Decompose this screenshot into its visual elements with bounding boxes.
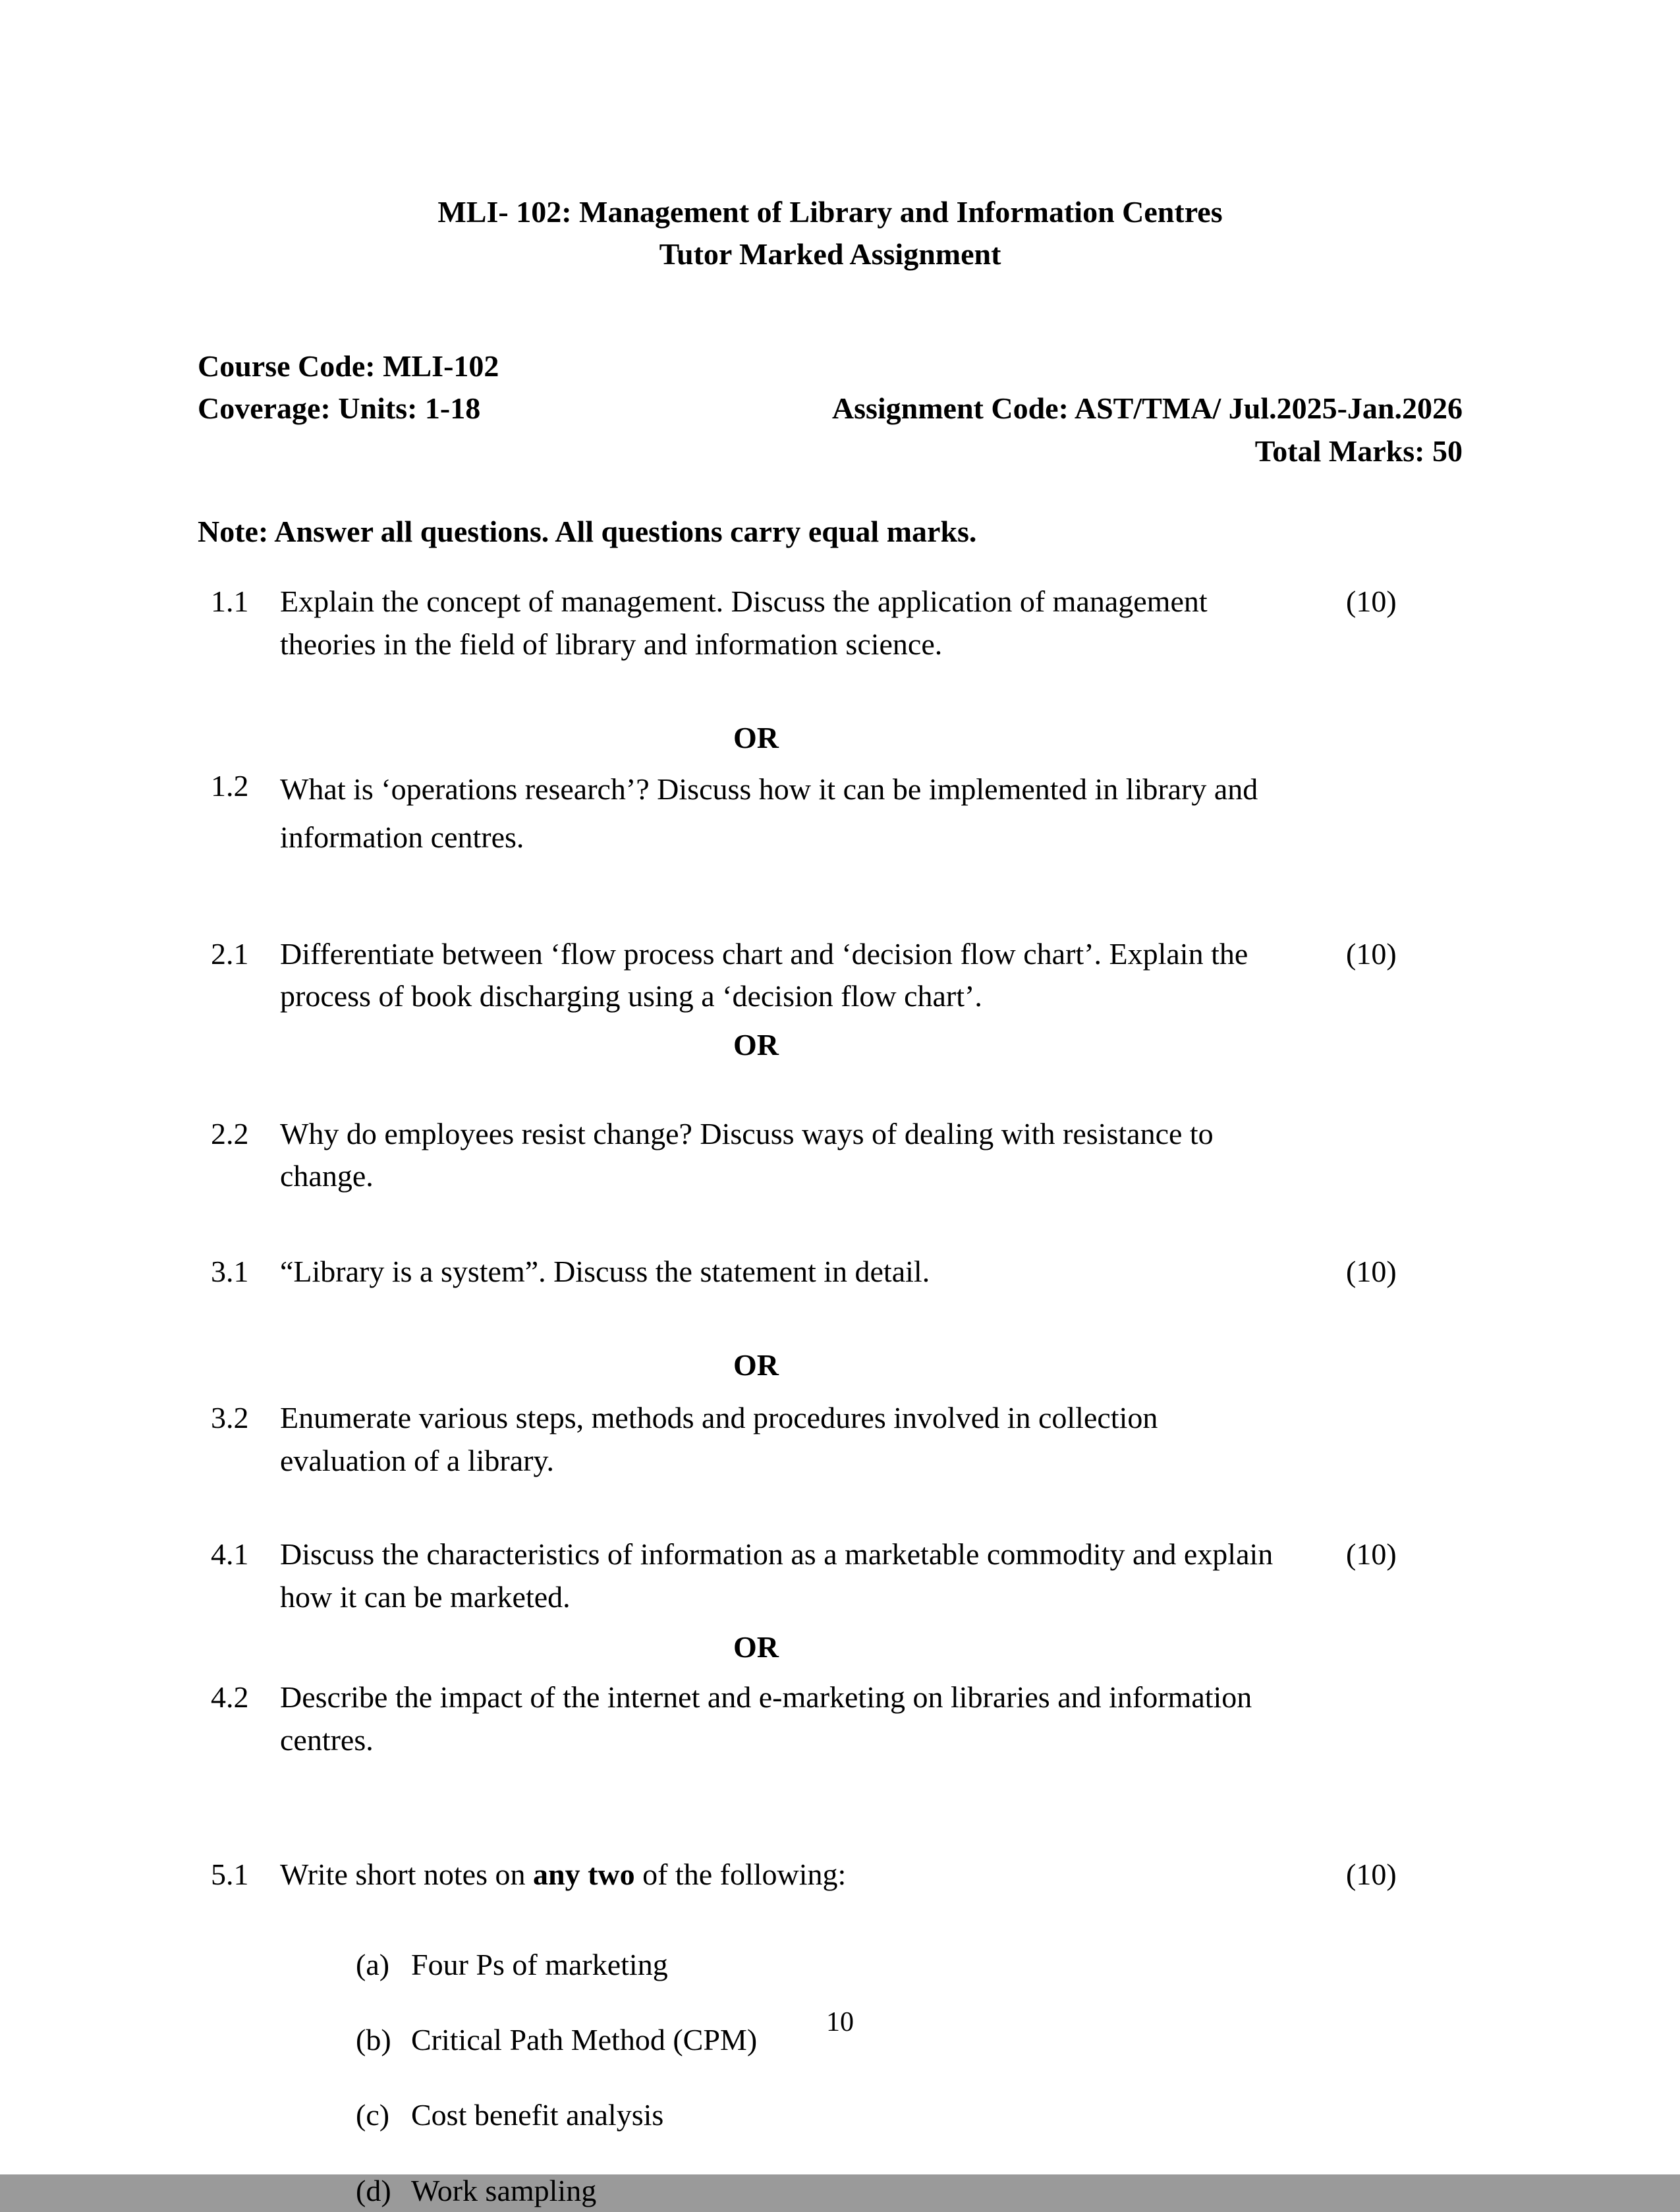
short-notes-list <box>356 1944 1463 2212</box>
question-marks: (10) <box>1346 1858 1397 1892</box>
question-row-4-1 <box>211 1533 1463 1618</box>
question-text: What is ‘operations research’? Discuss how it can be implemented in library and information centres. <box>280 772 1258 855</box>
question-row-5-1 <box>211 1854 1463 1896</box>
question-number: 5.1 <box>211 1858 249 1892</box>
question-marks: (10) <box>1346 584 1397 619</box>
page-number: 10 <box>826 2007 854 2037</box>
question-text: Explain the concept of management. Discuss the application of management theories in the field of library and information science. <box>280 584 1208 661</box>
question-row-1-2 <box>211 765 1463 862</box>
course-code: Course Code: MLI-102 <box>198 349 499 383</box>
question-marks: (10) <box>1346 936 1397 971</box>
or-separator: OR <box>733 1028 779 1062</box>
question-text: Describe the impact of the internet and e-marketing on libraries and information centres. <box>280 1680 1252 1757</box>
document-title: MLI- 102: Management of Library and Information Centres <box>437 195 1223 229</box>
list-item <box>356 2170 1463 2212</box>
question-number: 4.2 <box>211 1680 249 1715</box>
list-item-marker: (c) <box>356 2098 390 2132</box>
coverage-assignment-row <box>198 387 1463 430</box>
list-item-marker: (d) <box>356 2173 391 2207</box>
question-row-3-1 <box>211 1251 1463 1293</box>
question-marks: (10) <box>1346 1254 1397 1288</box>
question-number: 3.2 <box>211 1401 249 1435</box>
question-row-4-2 <box>211 1676 1463 1761</box>
question-text-emphasis: any two <box>532 1858 635 1892</box>
question-text-prefix: Write short notes on <box>280 1858 533 1892</box>
question-row-2-2 <box>211 1113 1463 1198</box>
assignment-code: Assignment Code: AST/TMA/ Jul.2025-Jan.2026 <box>831 391 1463 426</box>
document-header <box>198 191 1463 276</box>
question-number: 1.1 <box>211 584 249 619</box>
or-separator: OR <box>733 1348 779 1382</box>
list-item <box>356 2094 1463 2136</box>
question-text: Enumerate various steps, methods and procedures involved in collection evaluation of a library. <box>280 1401 1158 1477</box>
question-row-3-2 <box>211 1397 1463 1482</box>
list-item-text: Four Ps of marketing <box>411 1947 668 1981</box>
list-item-text: Cost benefit analysis <box>411 2098 664 2132</box>
question-text: Why do employees resist change? Discuss ways of dealing with resistance to change. <box>280 1116 1214 1193</box>
list-item-text: Work sampling <box>411 2173 597 2207</box>
or-separator: OR <box>733 1630 779 1664</box>
list-item-marker: (a) <box>356 1947 390 1981</box>
document-subtitle: Tutor Marked Assignment <box>659 237 1001 271</box>
question-number: 3.1 <box>211 1254 249 1288</box>
question-row-1-1 <box>211 581 1463 666</box>
or-separator: OR <box>733 721 779 755</box>
assignment-meta <box>198 345 1463 472</box>
list-item-marker: (b) <box>356 2022 391 2056</box>
question-number: 2.1 <box>211 936 249 971</box>
coverage: Coverage: Units: 1-18 <box>198 391 481 426</box>
note-line: Note: Answer all questions. All questions carry equal marks. <box>198 514 977 548</box>
question-text: “Library is a system”. Discuss the statement in detail. <box>280 1254 930 1288</box>
question-number: 1.2 <box>211 768 249 803</box>
question-text: Discuss the characteristics of information as a marketable commodity and explain how it can be marketed. <box>280 1537 1274 1614</box>
list-item-text: Critical Path Method (CPM) <box>411 2022 758 2056</box>
question-text: Differentiate between ‘flow process chart and ‘decision flow chart’. Explain the process of book discharging using a ‘decision flow chart’. <box>280 936 1248 1013</box>
question-marks: (10) <box>1346 1537 1397 1572</box>
question-number: 4.1 <box>211 1537 249 1572</box>
question-number: 2.2 <box>211 1116 249 1150</box>
total-marks: Total Marks: 50 <box>1254 434 1463 468</box>
question-text-suffix: of the following: <box>634 1858 847 1892</box>
list-item <box>356 1944 1463 1986</box>
question-row-2-1 <box>211 933 1463 1018</box>
question-text <box>280 1854 1288 1896</box>
